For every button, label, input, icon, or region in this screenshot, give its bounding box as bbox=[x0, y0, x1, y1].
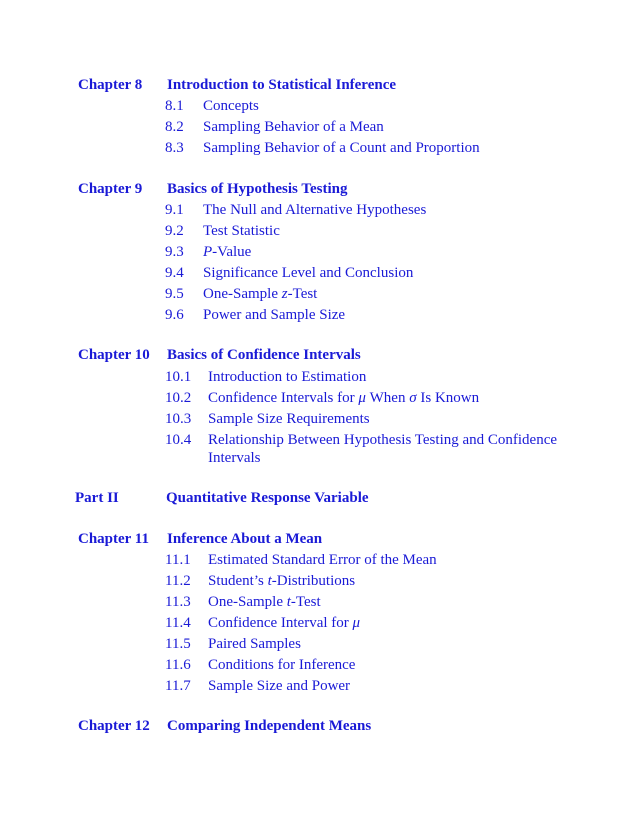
section-number: 11.2 bbox=[165, 573, 191, 589]
part-title: Quantitative Response Variable bbox=[166, 490, 369, 506]
section-number: 9.1 bbox=[165, 202, 184, 218]
section-title-rest: Is Known bbox=[416, 390, 480, 406]
italic-symbol: P bbox=[203, 244, 213, 260]
italic-symbol: t bbox=[286, 594, 291, 610]
section-title bbox=[203, 285, 317, 303]
chapter-label: Chapter 12 bbox=[78, 718, 150, 734]
section-number: 8.2 bbox=[165, 119, 184, 135]
chapter-label: Chapter 11 bbox=[78, 531, 149, 547]
section-number: 8.1 bbox=[165, 98, 184, 114]
section-title: Conditions for Inference bbox=[208, 657, 356, 673]
section-number: 10.4 bbox=[165, 432, 192, 448]
italic-symbol: z bbox=[281, 286, 288, 302]
section-title: Estimated Standard Error of the Mean bbox=[208, 552, 437, 568]
section-number: 9.5 bbox=[165, 286, 184, 302]
section-title-rest: -Distributions bbox=[271, 573, 356, 589]
chapter-title: Inference About a Mean bbox=[167, 531, 323, 547]
part-label: Part II bbox=[75, 490, 119, 506]
section-number: 11.3 bbox=[165, 594, 191, 610]
section-title-pre: Student’s bbox=[208, 573, 268, 589]
section-number: 11.6 bbox=[165, 657, 191, 673]
section-title: Sample Size Requirements bbox=[208, 411, 370, 427]
section-title bbox=[208, 614, 360, 632]
section-title-pre: One-Sample bbox=[208, 594, 287, 610]
section-title-pre: One-Sample bbox=[203, 286, 282, 302]
section-number: 9.2 bbox=[165, 223, 184, 239]
section-title: Sample Size and Power bbox=[208, 678, 351, 694]
section-title: The Null and Alternative Hypotheses bbox=[203, 202, 427, 218]
section-number: 11.7 bbox=[165, 678, 191, 694]
section-title: Sampling Behavior of a Mean bbox=[203, 119, 384, 135]
section-title: Test Statistic bbox=[203, 223, 280, 239]
italic-symbol-mu: μ bbox=[358, 390, 366, 406]
section-number: 11.5 bbox=[165, 636, 191, 652]
chapter-title: Introduction to Statistical Inference bbox=[167, 77, 397, 93]
chapter-label: Chapter 8 bbox=[78, 77, 143, 93]
section-number: 10.2 bbox=[165, 390, 192, 406]
italic-symbol-mu: μ bbox=[352, 615, 361, 631]
chapter-title: Comparing Independent Means bbox=[167, 718, 372, 734]
section-title-rest: -Test bbox=[287, 286, 318, 302]
section-title bbox=[208, 593, 321, 611]
section-title: Power and Sample Size bbox=[203, 307, 346, 323]
section-number: 11.1 bbox=[165, 552, 191, 568]
section-title-mid: When bbox=[365, 390, 410, 406]
chapter-title: Basics of Hypothesis Testing bbox=[167, 181, 348, 197]
section-number: 10.3 bbox=[165, 411, 192, 427]
section-title bbox=[208, 572, 355, 590]
chapter-title: Basics of Confidence Intervals bbox=[167, 347, 361, 363]
section-number: 11.4 bbox=[165, 615, 191, 631]
italic-symbol: t bbox=[267, 573, 272, 589]
section-title-rest: -Test bbox=[290, 594, 321, 610]
section-title: Sampling Behavior of a Count and Proportion bbox=[203, 140, 480, 156]
section-title bbox=[203, 243, 251, 261]
section-number: 9.4 bbox=[165, 265, 184, 281]
section-number: 8.3 bbox=[165, 140, 184, 156]
section-title: Introduction to Estimation bbox=[208, 369, 367, 385]
section-title-rest: -Value bbox=[212, 244, 252, 260]
section-title-pre: Confidence Interval for bbox=[208, 615, 353, 631]
section-number: 9.6 bbox=[165, 307, 184, 323]
section-number: 9.3 bbox=[165, 244, 184, 260]
section-title: Significance Level and Conclusion bbox=[203, 265, 414, 281]
section-title: Relationship Between Hypothesis Testing and Confidence Intervals bbox=[208, 432, 558, 466]
section-title-pre: Confidence Intervals for bbox=[208, 390, 359, 406]
section-number: 10.1 bbox=[165, 369, 192, 385]
italic-symbol-sigma: σ bbox=[409, 390, 417, 406]
section-title: Concepts bbox=[203, 98, 259, 114]
section-title: Paired Samples bbox=[208, 636, 301, 652]
chapter-label: Chapter 9 bbox=[78, 181, 143, 197]
section-title bbox=[208, 389, 479, 407]
chapter-label: Chapter 10 bbox=[78, 347, 150, 363]
